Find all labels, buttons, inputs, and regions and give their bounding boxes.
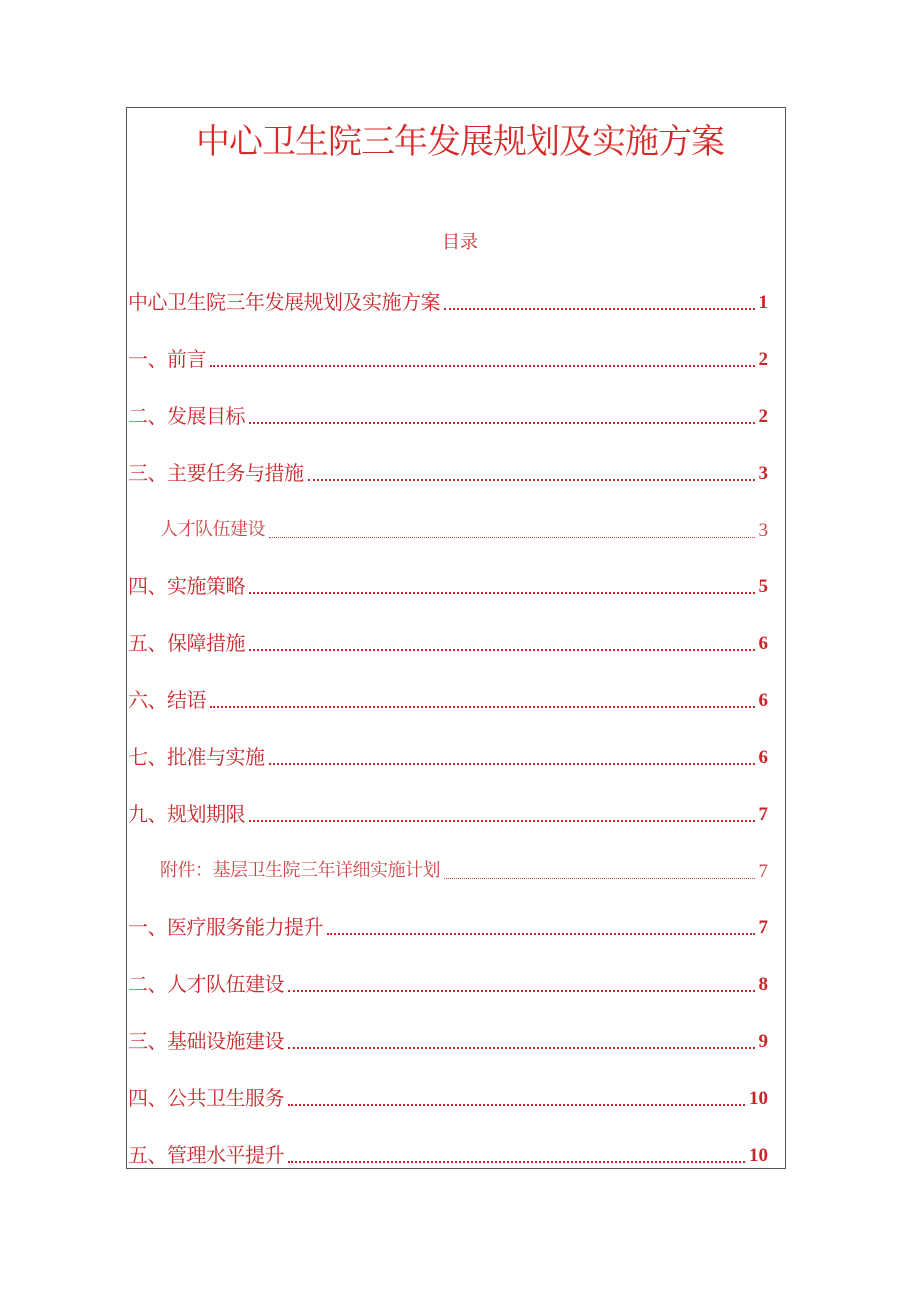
toc-leader [288, 1161, 745, 1163]
toc-entry-page: 6 [758, 690, 768, 711]
toc-entry-label: 中心卫生院三年发展规划及实施方案 [128, 290, 440, 314]
toc-leader [249, 649, 755, 651]
toc-entry-safeguards[interactable] [128, 628, 768, 656]
toc-entry-label: 三、基础设施建设 [128, 1029, 284, 1053]
toc-entry-page: 8 [758, 974, 768, 995]
toc-entry-label: 六、结语 [128, 688, 206, 712]
toc-entry-label: 二、人才队伍建设 [128, 972, 284, 996]
toc-entry-label: 四、公共卫生服务 [128, 1086, 284, 1110]
toc-leader [288, 1047, 755, 1049]
toc-entry-page: 3 [758, 520, 768, 541]
toc-entry-page: 7 [758, 861, 768, 882]
toc-leader [269, 763, 755, 765]
toc-leader [444, 878, 755, 879]
toc-leader [249, 422, 755, 424]
toc-leader [444, 308, 755, 310]
toc-entry-page: 6 [758, 747, 768, 768]
toc-entry-goals[interactable] [128, 401, 768, 429]
toc-entry-label: 二、发展目标 [128, 404, 245, 428]
toc-leader [327, 933, 755, 935]
toc-entry-tasks[interactable] [128, 458, 768, 486]
toc-entry-label: 附件：基层卫生院三年详细实施计划 [160, 860, 440, 881]
toc-entry-page: 9 [758, 1031, 768, 1052]
toc-entry-label: 人才队伍建设 [160, 519, 265, 540]
toc-entry-page: 5 [758, 576, 768, 597]
toc-entry-label: 四、实施策略 [128, 574, 245, 598]
toc-entry-title[interactable] [128, 287, 768, 315]
toc-entry-label: 三、主要任务与措施 [128, 461, 304, 485]
toc-entry-infrastructure[interactable] [128, 1026, 768, 1054]
toc-entry-medical-services[interactable] [128, 912, 768, 940]
toc-leader [269, 537, 755, 538]
toc-entry-label: 一、前言 [128, 347, 206, 371]
toc-entry-talent[interactable] [128, 969, 768, 997]
toc-entry-page: 2 [758, 349, 768, 370]
toc-entry-conclusion[interactable] [128, 685, 768, 713]
toc-entry-management[interactable] [128, 1140, 768, 1168]
toc-entry-page: 3 [758, 463, 768, 484]
toc-entry-approval[interactable] [128, 742, 768, 770]
toc-entry-label: 五、管理水平提升 [128, 1143, 284, 1167]
toc-entry-appendix[interactable] [128, 856, 768, 884]
toc-entry-page: 10 [749, 1088, 768, 1109]
toc-entry-label: 五、保障措施 [128, 631, 245, 655]
toc-entry-page: 10 [749, 1145, 768, 1166]
toc-heading: 目录 [442, 232, 478, 253]
document-title: 中心卫生院三年发展规划及实施方案 [196, 122, 724, 162]
toc-leader [210, 365, 755, 367]
toc-entry-page: 1 [758, 292, 768, 313]
toc-entry-strategy[interactable] [128, 571, 768, 599]
toc-leader [210, 706, 755, 708]
toc-entry-label: 一、医疗服务能力提升 [128, 915, 323, 939]
toc-leader [308, 479, 755, 481]
toc-leader [288, 990, 755, 992]
toc-entry-page: 6 [758, 633, 768, 654]
toc-leader [288, 1104, 745, 1106]
toc-leader [249, 592, 755, 594]
toc-entry-preface[interactable] [128, 344, 768, 372]
toc-entry-period[interactable] [128, 799, 768, 827]
toc-entry-page: 7 [758, 917, 768, 938]
toc-leader [249, 820, 755, 822]
toc-entry-public-health[interactable] [128, 1083, 768, 1111]
toc-entry-page: 7 [758, 804, 768, 825]
toc-entry-page: 2 [758, 406, 768, 427]
toc-entry-label: 七、批准与实施 [128, 745, 265, 769]
toc-entry-talent-sub[interactable] [128, 515, 768, 543]
toc-entry-label: 九、规划期限 [128, 802, 245, 826]
